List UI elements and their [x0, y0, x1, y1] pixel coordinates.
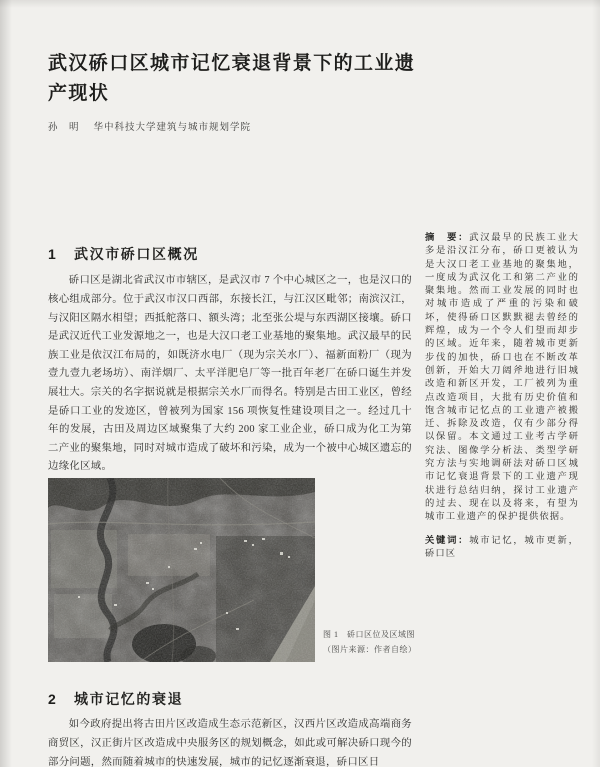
article-title	[48, 49, 478, 109]
section2-title: 城市记忆的衰退	[74, 690, 184, 707]
figure1-caption	[323, 627, 463, 657]
figure1-caption-source: （图片来源：作者自绘）	[323, 645, 417, 654]
abstract-paragraph	[425, 231, 579, 525]
section1-title: 武汉市硚口区概况	[74, 245, 199, 262]
author-name: 孙 明	[48, 123, 80, 133]
abstract-text: 武汉最早的民族工业大多是沿汉江分布，硚口更被认为是大汉口老工业基地的聚集地，一度成为武汉化工和第二产业的聚集地。然而工业发展的同时也对城市造成了严重的污染和破坏，使得硚口区默默褪去曾经的辉煌，成为一个令人们望而却步的区域。近年来，随着城市更新步伐的加快，硚口也在不断改革创新，开始大刀阔斧地进行旧城改造和新区开发，工厂被列为重点改造项目，大批有历史价值和饱含城市记忆点的工业遗产被搬迁、拆除及改造，仅有少部分得以保留。本文通过工业考古学研究法、图像学分析法、类型学研究方法与实地调研法对硚口区城市记忆衰退背景下的工业遗产现状进行总结归纳，探讨工业遗产的过去、现在以及将来，有望为城市工业遗产的保护提供依据。	[425, 233, 579, 523]
author-affiliation: 华中科技大学建筑与城市规划学院	[93, 123, 252, 133]
section1-number: 1	[48, 245, 58, 262]
section2-heading	[48, 689, 408, 709]
section2-paragraph: 如今政府提出将古田片区改造成生态示范新区，汉西片区改造成高端商务商贸区，汉正街片区改造成中央服务区的规划概念，如此或可解决硚口现今的部分问题，然而随着城市的快速发展，城市的记忆逐渐衰退，硚口区日	[48, 719, 412, 767]
section2-number: 2	[48, 690, 58, 707]
article-title-line2: 产现状	[48, 82, 110, 104]
keywords-label: 关键词：	[425, 534, 470, 545]
author-line	[48, 119, 448, 133]
figure1-satellite-map	[48, 478, 315, 662]
abstract-label: 摘 要：	[425, 232, 470, 242]
keywords-text: 城市记忆，城市更新，硚口区	[425, 535, 579, 559]
scan-edge-shadow-left	[0, 0, 12, 767]
keywords-paragraph	[425, 534, 579, 562]
abstract-sidebar	[425, 231, 579, 561]
scan-edge-shadow-top	[0, 0, 600, 8]
satellite-image	[48, 478, 315, 662]
figure1-caption-title: 图 1 硚口区位及区域图	[323, 630, 415, 639]
section1-paragraph: 硚口区是湖北省武汉市市辖区，是武汉市 7 个中心城区之一，也是汉口的核心组成部分。位于武汉市汉口西部，东接长江，与江汉区毗邻；南滨汉江，与汉阳区隔水相望；西抵舵落口、额头湾；北至张公堤与东西湖区接壤。硚口是武汉近代工业发源地之一，也是大汉口老工业基地的聚集地。武汉最早的民族工业是依汉江布局的，如既济水电厂（现为宗关水厂）、福新面粉厂（现为壹九壹九老场坊）、南洋烟厂、太平洋肥皂厂等一批百年老厂在硚口诞生并发展壮大。宗关的名字据说就是根据宗关水厂而得名。特别是古田工业区，曾经是硚口工业的发迹区，曾被列为国家 156 项恢复性建设项目之一。经过几十年的发展，古田及周边区域聚集了大约 200 家工业企业，硚口成为化工为第二产业的聚集地，同时对城市造成了破坏和污染，成为一个被中心城区遗忘的边缘化区域。	[48, 275, 412, 473]
scan-edge-shadow-right	[592, 0, 600, 767]
article-title-line1: 武汉硚口区城市记忆衰退背景下的工业遗	[48, 52, 416, 74]
section1-heading	[48, 244, 408, 264]
